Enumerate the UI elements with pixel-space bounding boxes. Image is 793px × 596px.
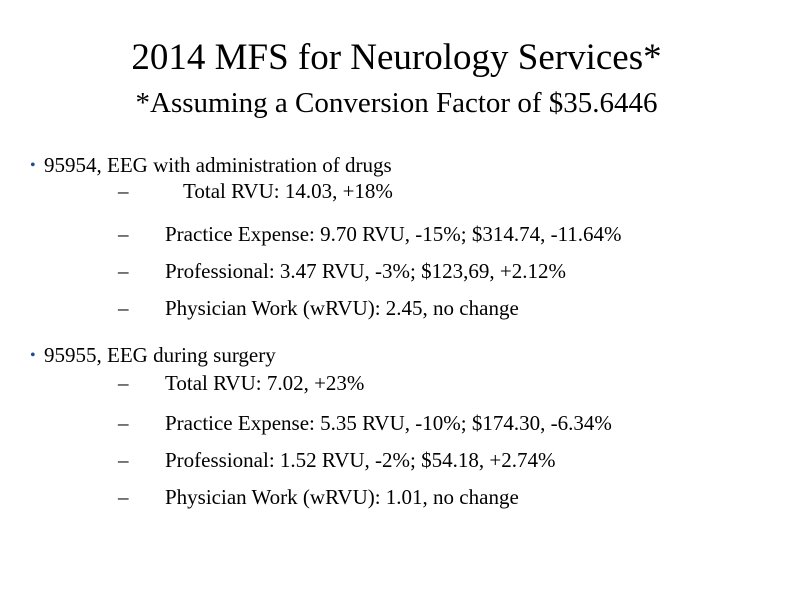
bullet-heading: 95954, EEG with administration of drugs xyxy=(44,153,392,177)
dash-icon: – xyxy=(118,485,129,509)
slide-title: 2014 MFS for Neurology Services* xyxy=(131,37,662,78)
dash-icon: – xyxy=(118,448,129,472)
dash-icon: – xyxy=(118,296,129,320)
sub-item-text: Professional: 1.52 RVU, -2%; $54.18, +2.74% xyxy=(165,448,556,472)
bullet-icon: • xyxy=(30,157,36,174)
sub-item-text: Total RVU: 14.03, +18% xyxy=(183,179,393,203)
sub-item-text: Practice Expense: 5.35 RVU, -10%; $174.30, -6.34% xyxy=(165,411,612,435)
sub-item-text: Total RVU: 7.02, +23% xyxy=(165,371,365,395)
dash-icon: – xyxy=(118,179,129,203)
slide-subtitle: *Assuming a Conversion Factor of $35.6446 xyxy=(135,87,658,119)
sub-item-text: Practice Expense: 9.70 RVU, -15%; $314.74, -11.64% xyxy=(165,222,622,246)
bullet-95954 xyxy=(30,152,392,181)
sub-item-text: Physician Work (wRVU): 2.45, no change xyxy=(165,296,519,320)
bullet-heading: 95955, EEG during surgery xyxy=(44,343,276,367)
bullet-95955 xyxy=(30,342,276,371)
sub-item-text: Professional: 3.47 RVU, -3%; $123,69, +2.12% xyxy=(165,259,566,283)
sub-item-text: Physician Work (wRVU): 1.01, no change xyxy=(165,485,519,509)
bullet-icon: • xyxy=(30,347,36,364)
dash-icon: – xyxy=(118,259,129,283)
dash-icon: – xyxy=(118,411,129,435)
dash-icon: – xyxy=(118,222,129,246)
dash-icon: – xyxy=(118,371,129,395)
